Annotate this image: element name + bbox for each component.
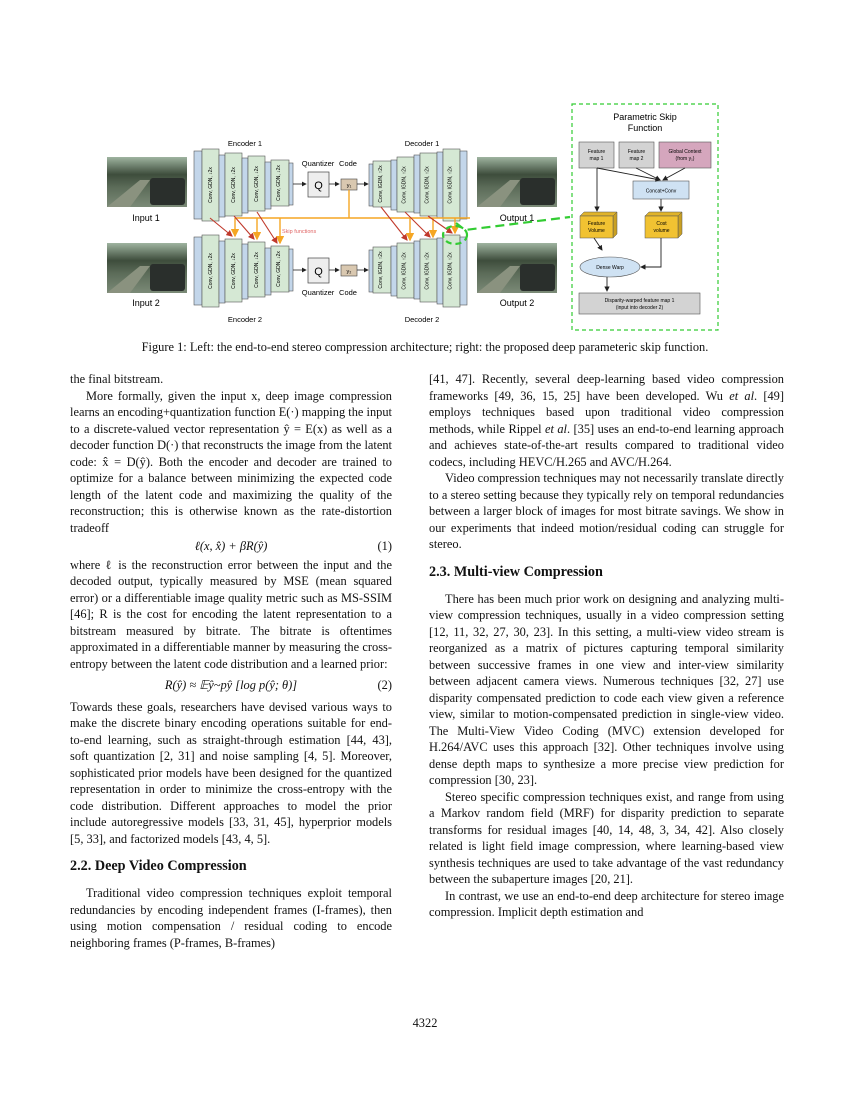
svg-text:Conv, GDN, ↓2x: Conv, GDN, ↓2x: [231, 253, 237, 289]
decoder-2-label: Decoder 2: [404, 315, 440, 324]
svg-text:y₁: y₁: [346, 183, 352, 189]
svg-text:Conv, GDN, ↓2x: Conv, GDN, ↓2x: [231, 167, 237, 203]
svg-text:map 2: map 2: [629, 156, 644, 162]
paragraph: There has been much prior work on designing and analyzing multi-view compression techniques, usually in a video compression setting [12, 11, 32, 27, 30, 23]. In this setting, a multi-view video stream is reorganized as a matrix of pictures capturing temporal similarity between successive frames in one view and inter-view similarity between adjacent camera views. Numerous techniques [32, 27] use disparity compensated prediction to code each view given a reference view, similar to motion-compensated prediction in single-view video. The Multi-View Video Coding (MVC) extension developed for H.264/AVC uses this approach [32]. Other techniques involve using dense depth maps to synthesize a more precise view prediction for compression [30, 23].: [429, 591, 784, 787]
equation-number: (1): [377, 539, 392, 553]
paragraph: In contrast, we use an end-to-end deep architecture for stereo image compression. Implicit depth estimation and: [429, 888, 784, 919]
paragraph: More formally, given the input x, deep image compression learns an encoding+quantization function E(·) mapping the input to a discrete-valued vector representation ŷ = E(x) as well as a decoder function D(·) that reconstructs the image from the latent code: x̂ = D(ŷ). Both the encoder and decoder are trained to optimize for a balance between minimizing the expected code length of the latent code and maximizing the quality of the reconstruction; this is otherwise known as the rate-distortion tradeoff: [70, 388, 392, 535]
paragraph: Towards these goals, researchers have devised various ways to make the discrete binary encoding operations suitable for end-to-end learning, such as straight-through estimation [44, 43], soft quantization [2, 31] and noise sampling [4, 5]. Moreover, sophisticated prior models have been designed for the quantized representation in order to minimize the cross-entropy with the code distribution. Different approaches to model the prior include autoregressive models [33, 31, 45], hyperprior models [5, 33], and factorized models [43, 4, 5].: [70, 699, 392, 846]
encoder-1: [194, 149, 293, 221]
svg-text:Conv, GDN, ↓2x: Conv, GDN, ↓2x: [208, 167, 214, 203]
svg-text:Conv, GDN, ↓2x: Conv, GDN, ↓2x: [254, 166, 260, 202]
feature-volume-box: [580, 216, 613, 238]
svg-text:Conv, GDN, ↓2x: Conv, GDN, ↓2x: [208, 253, 214, 289]
feature-map-2-box: [619, 142, 654, 168]
equation-2: R(ŷ) ≈ 𝔼ŷ~pŷ [log p(ŷ; θ)] (2): [164, 678, 392, 692]
svg-text:Function: Function: [627, 123, 663, 133]
paragraph: the final bitstream.: [70, 372, 164, 386]
figure-caption: Figure 1: Left: the end-to-end stereo compression architecture; right: the proposed deep parameteric skip function.: [141, 340, 709, 354]
svg-text:Conv, IGDN, ↑2x: Conv, IGDN, ↑2x: [424, 252, 431, 290]
svg-text:Conv, IGDN, ↑2x: Conv, IGDN, ↑2x: [424, 166, 431, 204]
svg-text:Concat+Conv: Concat+Conv: [645, 188, 677, 195]
output-2-image: [477, 243, 557, 293]
svg-text:Conv, IGDN, ↑2x: Conv, IGDN, ↑2x: [401, 252, 408, 290]
encoder-2-label: Encoder 2: [227, 315, 263, 324]
output-1-label: Output 1: [499, 213, 535, 223]
svg-text:Conv, IGDN, ↑2x: Conv, IGDN, ↑2x: [447, 166, 454, 204]
code-1-label: Code: [339, 159, 357, 168]
page-number: 4322: [412, 1016, 438, 1030]
feature-map-1-box: [579, 142, 614, 168]
right-column: [429, 371, 784, 921]
svg-text:Feature: Feature: [587, 149, 606, 155]
svg-text:Parametric Skip: Parametric Skip: [613, 112, 677, 122]
input-1-image: [107, 157, 187, 207]
input-1-label: Input 1: [132, 213, 160, 223]
paragraph: [41, 47]. Recently, several deep-learning based video compression frameworks [49, 36, 15, 25] have been developed. Wu et al. [49] employs techniques based upon traditional video compression methods, while Rippel et al. [35] uses an end-to-end learning approach and achieves state-of-the-art results compared to traditional video codecs, including HEVC/H.265 and AVC/H.264.: [429, 372, 784, 469]
svg-text:Conv, IGDN, ↑2x: Conv, IGDN, ↑2x: [401, 166, 408, 204]
svg-text:(input into decoder 2): (input into decoder 2): [615, 305, 664, 311]
svg-text:(from y₁): (from y₁): [675, 156, 695, 162]
encoder-2: [194, 235, 293, 307]
svg-text:Q: Q: [314, 266, 323, 278]
section-heading-2-3: 2.3. Multi-view Compression: [429, 563, 603, 580]
input-2-label: Input 2: [132, 298, 160, 308]
svg-text:Disparity-warped feature map 1: Disparity-warped feature map 1: [604, 298, 675, 304]
equation-number: (2): [377, 678, 392, 692]
svg-text:Conv, IGDN, ↑2x: Conv, IGDN, ↑2x: [447, 252, 454, 290]
output-1-image: [477, 157, 557, 207]
svg-text:Dense Warp: Dense Warp: [596, 265, 624, 271]
skip-functions-label: Skip functions: [282, 229, 317, 235]
output-2-label: Output 2: [499, 298, 535, 308]
equation-1: ℓ(x, x̂) + βR(ŷ) (1): [194, 539, 392, 553]
code-2-label: Code: [339, 288, 357, 297]
svg-text:Conv, GDN, ↓2x: Conv, GDN, ↓2x: [276, 251, 282, 287]
input-2-image: [107, 243, 187, 293]
svg-text:Feature: Feature: [627, 149, 646, 155]
svg-text:map 1: map 1: [589, 156, 604, 162]
svg-text:Global Context: Global Context: [668, 149, 702, 155]
paragraph: where ℓ is the reconstruction error between the input and the decoded output, typically measured by MSE (mean squared error) or a differentiable image quality metric such as MS-SSIM [46]; R is the cost for encoding the latent representation to a bitstream measured by bitrate. The bitrate is oftentimes approximated in a differentiable manner by measuring the cross-entropy between the latent code distribution and a learned prior:: [70, 557, 392, 671]
svg-text:Volume: Volume: [588, 228, 605, 234]
svg-text:Conv, IGDN, ↑2x: Conv, IGDN, ↑2x: [378, 251, 384, 289]
svg-text:Q: Q: [314, 180, 323, 192]
cost-volume-box: [645, 216, 678, 238]
global-context-box: [659, 142, 711, 168]
paragraph: Stereo specific compression techniques exist, and range from using a Markov random field (MRF) for disparity prediction to separate transforms for residual images [40, 14, 48, 3, 34, 42]. Also closely related is light field image compression, where learning-based view synthesis techniques are used to take advantage of the vast redundancy between the subaperture images [20, 21].: [429, 789, 784, 886]
parametric-skip-function-panel: [572, 104, 718, 330]
section-heading-2-2: 2.2. Deep Video Compression: [70, 858, 247, 874]
architecture-figure: [100, 100, 725, 335]
paragraph: Traditional video compression techniques exploit temporal redundancies by encoding independent frames (I-frames), then using motion compensation / residual coding to encode neighboring frames (P-frames, B-frames): [70, 886, 392, 950]
decoder-1-label: Decoder 1: [404, 139, 440, 148]
svg-text:Conv, GDN, ↓2x: Conv, GDN, ↓2x: [254, 252, 260, 288]
svg-text:volume: volume: [653, 228, 670, 234]
quantizer-2-label: Quantizer: [301, 288, 335, 297]
encoder-1-label: Encoder 1: [227, 139, 263, 148]
svg-text:Cost: Cost: [656, 221, 667, 227]
quantizer-1-label: Quantizer: [301, 159, 335, 168]
svg-text:Conv, IGDN, ↑2x: Conv, IGDN, ↑2x: [378, 165, 384, 203]
svg-text:Conv, GDN, ↓2x: Conv, GDN, ↓2x: [276, 165, 282, 201]
decoder-2: [369, 235, 467, 307]
svg-text:y₂: y₂: [346, 269, 352, 275]
left-column: [70, 371, 392, 951]
paragraph: Video compression techniques may not necessarily translate directly to a stereo setting because they typically rely on temporal redundancies between a larger block of images for most bitrate savings. We show in our experiments that indeed motion/residual coding can struggle for stereo.: [429, 471, 784, 551]
svg-text:Feature: Feature: [587, 221, 606, 227]
